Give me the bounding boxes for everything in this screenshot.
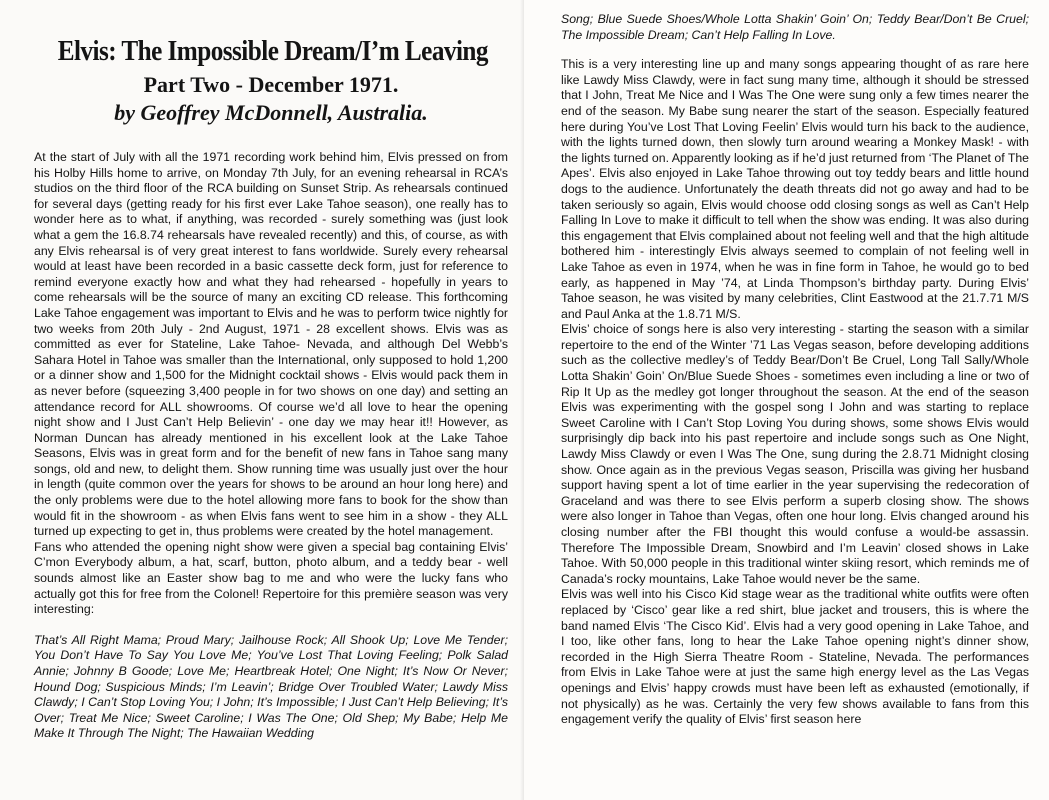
right-page [524,0,1049,800]
song-list-continued: Song; Blue Suede Shoes/Whole Lotta Shakin’ Goin’ On; Teddy Bear/Don’t Be Cruel; The Impossible Dream; Can’t Help Falling In Love. [561,12,1029,42]
article-byline: by Geoffrey McDonnell, Australia. [114,100,428,125]
left-page [0,0,524,800]
article-subtitle: Part Two - December 1971. [143,72,399,97]
right-body [561,12,1029,728]
article-title: Elvis: The Impossible Dream/I’m Leaving [57,36,488,67]
left-body [34,150,508,742]
song-list: That’s All Right Mama; Proud Mary; Jailhouse Rock; All Shook Up; Love Me Tender; You Don’t Have To Say You Love Me; You’ve Lost That Loving Feeling; Polk Salad Annie; Johnny B Goode; Love Me; Heartbreak Hotel; One Night; It’s Now Or Never; Hound Dog; Suspicious Minds; I’m Leavin’; Bridge Over Troubled Water; Lawdy Miss Clawdy; I Can’t Stop Loving You; I John; It’s Impossible; I Just Can’t Help Believing; It’s Over; Treat Me Nice; Sweet Caroline; I Was The One; Old Shep; My Babe; Help Me Make It Through The Night; The Hawaiian Wedding [34,632,508,741]
paragraph: Fans who attended the opening night show were given a special bag containing Elvis’ C’mon Everybody album, a hat, scarf, button, photo album, and a teddy bear - well sounds almost like an Easter show bag to me and who were the lucky fans who actually got this for free from the Colonel! Repertoire for this première season was very interesting: [34,539,508,617]
paragraph: Elvis’ choice of songs here is also very interesting - starting the season with a similar repertoire to the end of the Winter ’71 Las Vegas season, before developing additions such as the collective medley’s of Teddy Bear/Don’t Be Cruel, Long Tall Sally/Whole Lotta Shakin’ Goin’ On/Blue Suede Shoes - sometimes even including a line or two of Rip It Up as the medley got longer throughout the season. At the end of the season Elvis was experimenting with the gospel song I John and was starting to replace Sweet Caroline with I Can’t Stop Loving You during shows, some shows Elvis would surprisingly dip back into his past repertoire and include songs such as One Night, Lawdy Miss Clawdy or even I Was The One, sung during the 2.8.71 Midnight closing show. Once again as in the previous Vegas season, Priscilla was giving her husband support having spent a lot of time earlier in the year supervising the redecoration of Graceland and was there to see Elvis perform a superb closing show. The shows were also longer in Tahoe than Vegas, often one hour long. Elvis changed around his closing number after the FBI thought this would confuse a would-be assassin. Therefore The Impossible Dream, Snowbird and I’m Leavin’ closed shows in Lake Tahoe. With 50,000 people in this traditional winter skiing resort, which reminds me of Canada’s rocky mountains, Lake Tahoe would never be the same. [561,322,1029,586]
paragraph: At the start of July with all the 1971 recording work behind him, Elvis pressed on from his Holby Hills home to arrive, on Monday 7th July, for an evening rehearsal in RCA’s studios on the third floor of the RCA building on Sunset Strip. As rehearsals continued for several days (getting ready for his first ever Lake Tahoe season), one really has to wonder here as to what, if anything, was recorded - surely something was (just look what a gem the 16.8.74 rehearsals have revealed recently) and this, of course, as with any Elvis rehearsal is of very great interest to fans worldwide. Surely every rehearsal would at least have been recorded in a basic cassette deck form, just for reference to remind everyone exactly how and what they had rehearsed - hopefully in years to come rehearsals will be the source of many an exciting CD release. This forthcoming Lake Tahoe engagement was important to Elvis and he was to perform twice nightly for two weeks from 20th July - 2nd August, 1971 - 28 excellent shows. Elvis was as committed as ever for Stateline, Lake Tahoe- Nevada, and although Del Webb’s Sahara Hotel in Tahoe was smaller than the International, only supposed to hold 1,200 or a dinner show and 1,500 for the Midnight cocktail shows - Elvis would pack them in as never before (squeezing 3,400 people in for two shows on one day) and setting an attendance record for ALL showrooms. Of course we’d all love to hear the opening night show and I Just Can’t Help Believin’ - one day we may hear it!! However, as Norman Duncan has already mentioned in his excellent look at the Lake Tahoe Seasons, Elvis was in great form and for the benefit of new fans in Tahoe sang many songs, old and new, to delight them. Show running time was usually just over the hour in length (quite common over the years for shows to be around an hour long here) and the only problems were due to the hotel allowing more fans to book for the show than would fit in the showroom - as when Elvis fans went to see him in a show - they ALL turned up expecting to get in, thus problems were created by the hotel management. [34,150,508,539]
paragraph: This is a very interesting line up and many songs appearing thought of as rare here like Lawdy Miss Clawdy, were in fact sung many time, although it should be stressed that I John, Treat Me Nice and I Was The One were sung only a few times nearer the end of the season. My Babe sung nearer the start of the season. Especially featured here during You’ve Lost That Loving Feelin’ Elvis would turn his back to the audience, with the lights turned down, then slowly turn around wearing a Monkey Mask! - with the lights turned on. Apparently looking as if he’d just returned from ‘The Planet of The Apes’. Elvis also enjoyed in Lake Tahoe throwing out toy teddy bears and little hound dogs to the audience. Unfortunately the death threats did not go away and had to be taken seriously so again, Elvis would choose odd closing songs as well as Can’t Help Falling In Love to make it difficult to tell when the show was ending. It was also during this engagement that Elvis complained about not feeling well and that the high altitude bothered him - interestingly Elvis always seemed to complain of not feeling well in Lake Tahoe as even in 1974, when he was in fine form in Tahoe, he would go to bed early, as happened in May ’74, at Linda Thompson’s birthday party. During Elvis’ Tahoe season, he was visited by many celebrities, Clint Eastwood at the 21.7.71 M/S and Paul Anka at the 1.8.71 M/S. [561,57,1030,321]
paragraph: Elvis was well into his Cisco Kid stage wear as the traditional white outfits were often replaced by ‘Cisco’ gear like a red shirt, blue jacket and trousers, this is where the band named Elvis ‘The Cisco Kid’. Elvis had a very good opening in Lake Tahoe, and I too, like other fans, long to hear the Lake Tahoe opening night’s dinner show, recorded in the High Sierra Theatre Room - Stateline, Nevada. The performances from Elvis in Lake Tahoe were at just the same high energy level as the Las Vegas openings and Elvis’ happy crowds must have been left as exhausted (emotionally, if not physically) as he was. Certainly the very few shows available to fans from this engagement verify the quality of Elvis’ first season here [561,587,1029,727]
